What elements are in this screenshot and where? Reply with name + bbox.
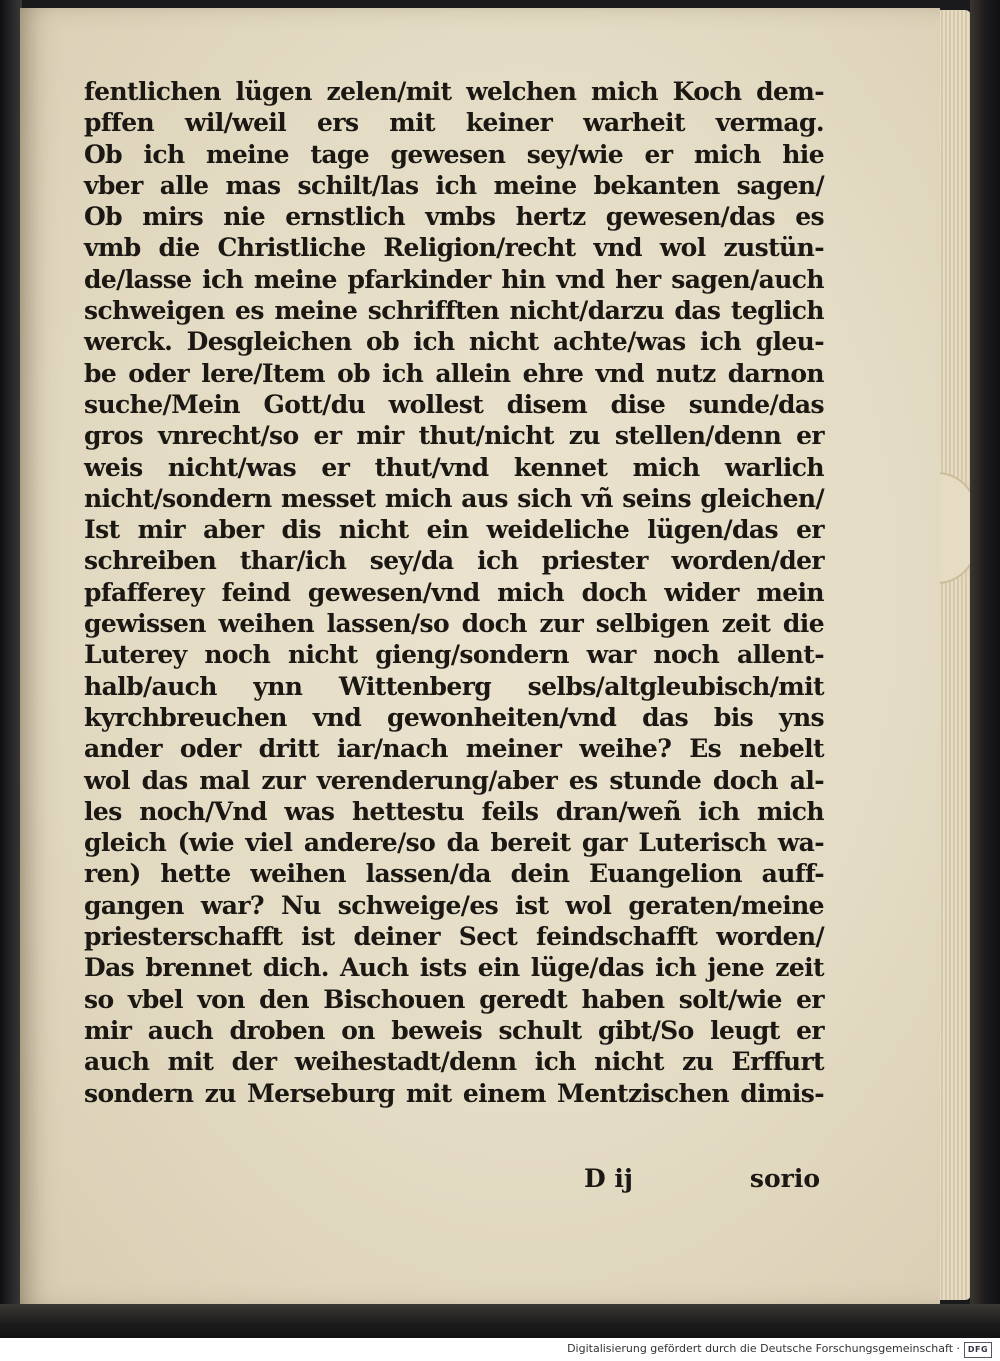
- text-line: halb/auch ynn Wittenberg selbs/altgleubisch/mit: [84, 671, 824, 701]
- book-cover-left-edge: [0, 0, 22, 1338]
- text-line: pfafferey feind gewesen/vnd mich doch wider mein: [84, 577, 824, 607]
- text-line: Ob mirs nie ernstlich vmbs hertz gewesen/das es: [84, 202, 824, 232]
- text-line: ander oder dritt iar/nach meiner weihe? Es nebelt: [84, 734, 824, 764]
- text-line: fentlichen lügen zelen/mit welchen mich Koch dem-: [84, 77, 824, 106]
- text-line: de/lasse ich meine pfarkinder hin vnd her sagen/auch: [84, 264, 824, 294]
- text-line: gros vnrecht/so er mir thut/nicht zu stellen/denn er: [84, 421, 824, 451]
- text-line: nicht/sondern messet mich aus sich vñ seins gleichen/: [84, 483, 824, 513]
- text-line: so vbel von den Bischouen geredt haben solt/wie er: [84, 984, 824, 1014]
- dfg-logo: DFG: [964, 1342, 992, 1358]
- text-line: Das brennet dich. Auch ists ein lüge/das ich jene zeit: [84, 953, 824, 983]
- text-line: Ist mir aber dis nicht ein weideliche lügen/das er: [84, 515, 824, 545]
- text-line: ren) hette weihen lassen/da dein Euangelion auff-: [84, 859, 824, 889]
- text-line: priesterschafft ist deiner Sect feindschafft worden/: [84, 922, 824, 952]
- text-line: gewissen weihen lassen/so doch zur selbigen zeit die: [84, 609, 824, 639]
- text-line: gleich (wie viel andere/so da bereit gar Luterisch wa-: [84, 828, 824, 858]
- text-line: vber alle mas schilt/las ich meine bekanten sagen/: [84, 170, 824, 200]
- page-text-block: [84, 76, 824, 1109]
- text-line: schreiben thar/ich sey/da ich priester worden/der: [84, 546, 824, 576]
- text-line: kyrchbreuchen vnd gewonheiten/vnd das bis yns: [84, 702, 824, 732]
- funding-credit: Digitalisierung gefördert durch die Deutsche Forschungsgemeinschaft ·: [567, 1342, 960, 1355]
- text-line: be oder lere/Item ob ich allein ehre vnd nutz darnon: [84, 358, 824, 388]
- text-line: auch mit der weihestadt/denn ich nicht zu Erffurt: [84, 1047, 824, 1077]
- text-line: Luterey noch nicht gieng/sondern war noch allent-: [84, 640, 824, 670]
- text-line: pffen wil/weil ers mit keiner warheit vermag.: [84, 108, 824, 138]
- book-cover-bottom-edge: [0, 1304, 1000, 1338]
- signature-mark: D ij: [584, 1164, 633, 1193]
- text-line: wol das mal zur verenderung/aber es stunde doch al-: [84, 765, 824, 795]
- text-line: suche/Mein Gott/du wollest disem dise sunde/das: [84, 389, 824, 419]
- text-line: weis nicht/was er thut/vnd kennet mich warlich: [84, 452, 824, 482]
- text-line: gangen war? Nu schweige/es ist wol geraten/meine: [84, 890, 824, 920]
- text-line: vmb die Christliche Religion/recht vnd wol zustün-: [84, 233, 824, 263]
- text-line: schweigen es meine schrifften nicht/darzu das teglich: [84, 296, 824, 326]
- text-line: werck. Desgleichen ob ich nicht achte/was ich gleu-: [84, 327, 824, 357]
- page-foot-line: [84, 1164, 824, 1198]
- text-line: sondern zu Merseburg mit einem Mentzischen dimis-: [84, 1078, 824, 1108]
- page-stack-edge: [935, 10, 971, 1300]
- book-cover-right-edge: [970, 0, 1000, 1338]
- catchword: sorio: [749, 1164, 820, 1193]
- text-line: Ob ich meine tage gewesen sey/wie er mich hie: [84, 139, 824, 169]
- footer-bar: [0, 1338, 1000, 1361]
- text-line: les noch/Vnd was hettestu feils dran/weñ ich mich: [84, 796, 824, 826]
- text-line: mir auch droben on beweis schult gibt/So leugt er: [84, 1015, 824, 1045]
